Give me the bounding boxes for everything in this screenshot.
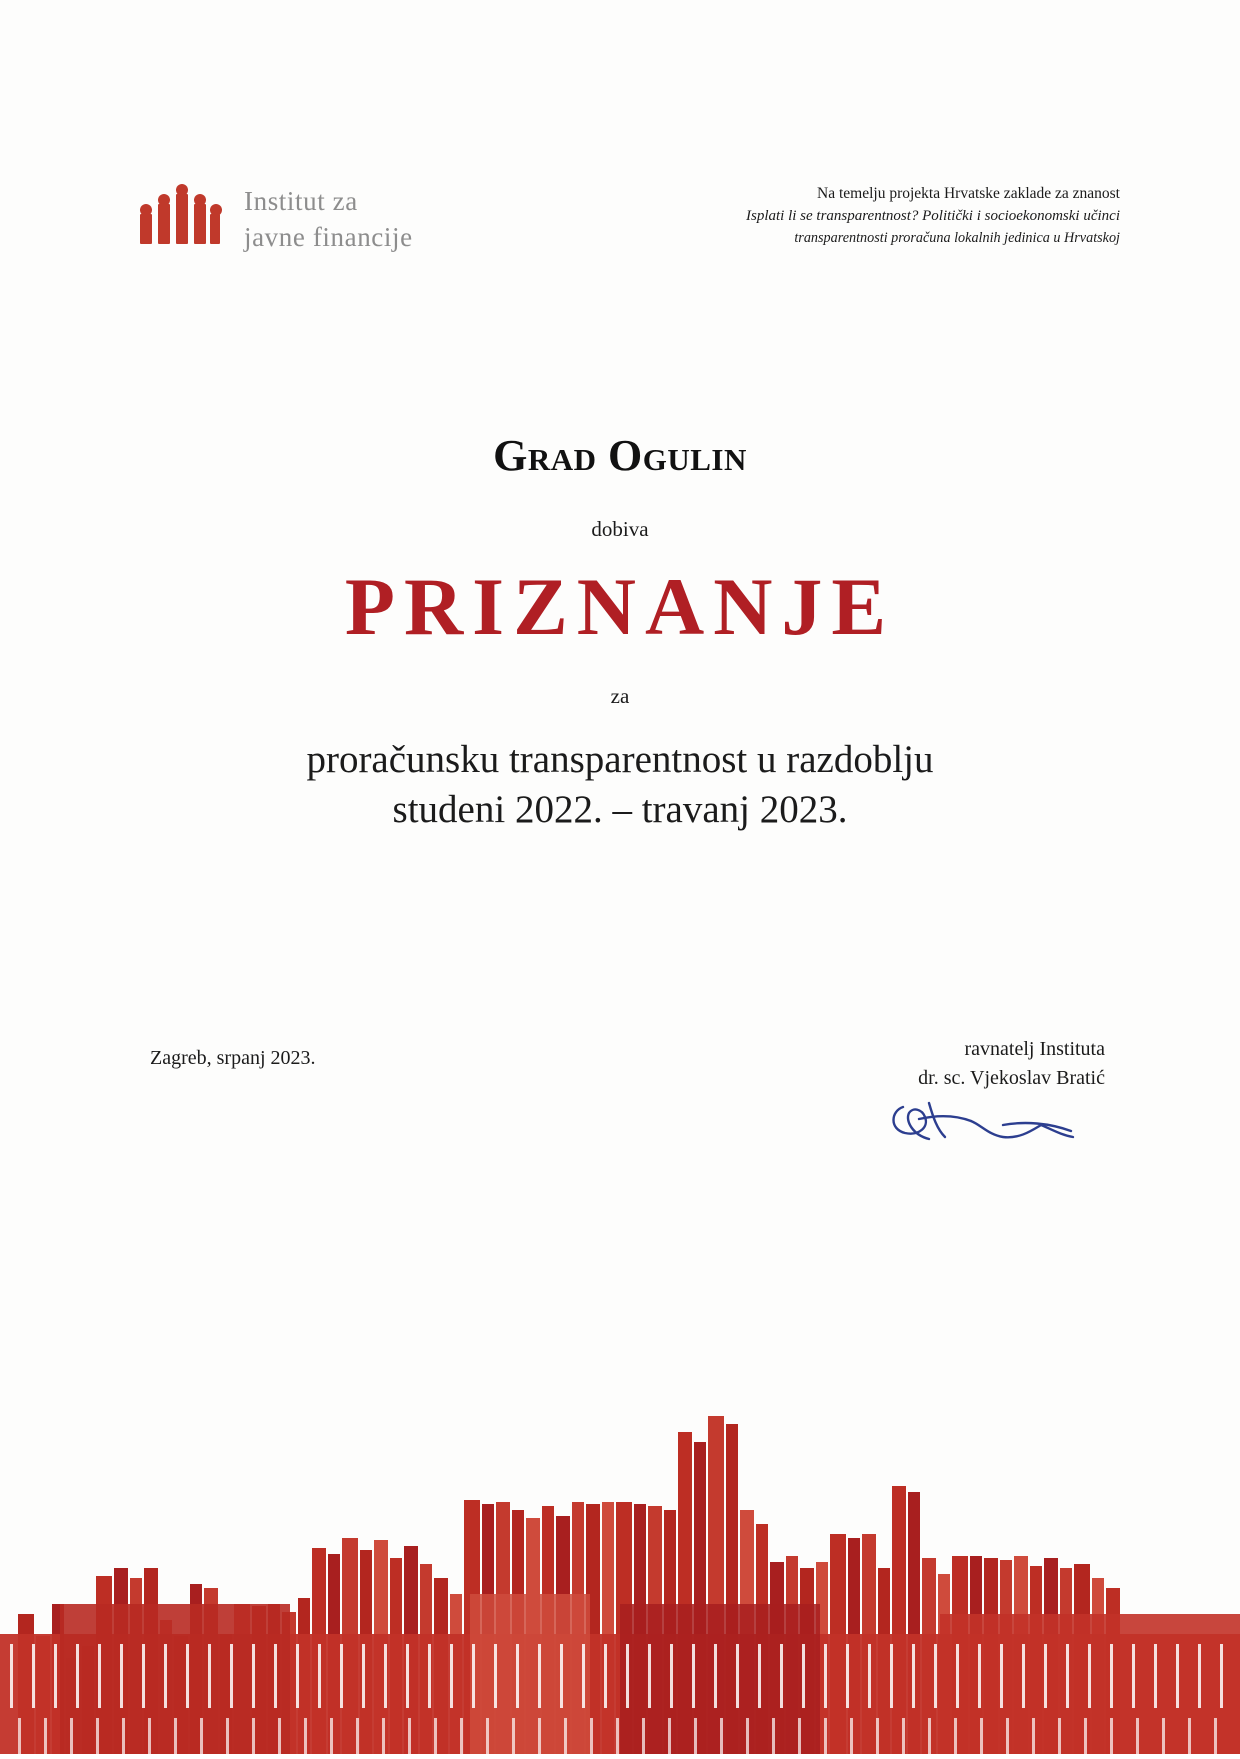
award-title: PRIZNANJE [344, 561, 896, 652]
signer-role: ravnatelj Instituta [964, 1038, 1105, 1060]
signer-block [885, 1035, 1105, 1151]
recipient-name: Grad Ogulin [493, 431, 747, 480]
signature-row [150, 1035, 1105, 1151]
signer-name: dr. sc. Vjekoslav Bratić [918, 1067, 1105, 1089]
institute-name-line1: Institut za [244, 186, 358, 216]
certificate-body [0, 430, 1240, 835]
handwritten-signature-icon [885, 1095, 1105, 1151]
red-bar-skyline-graphic [0, 1294, 1240, 1754]
institute-brand [140, 182, 413, 255]
institute-name [244, 182, 413, 255]
connector-text-for: za [610, 684, 630, 709]
award-purpose [0, 735, 1240, 835]
project-note-line2: Isplati li se transparentnost? Politički i socioekonomski učinci [746, 208, 1120, 225]
connector-text-receives: dobiva [591, 517, 649, 541]
institute-name-line2: javne financije [244, 221, 413, 252]
award-purpose-line2: studeni 2022. – travanj 2023. [392, 788, 848, 831]
place-and-date: Zagreb, srpanj 2023. [150, 1047, 316, 1069]
project-reference-note [746, 182, 1120, 249]
project-note-line1: Na temelju projekta Hrvatske zaklade za znanost [817, 185, 1120, 202]
project-note-line3: transparentnosti proračuna lokalnih jedinica u Hrvatskoj [794, 229, 1120, 246]
award-purpose-line1: proračunsku transparentnost u razdoblju [306, 738, 934, 782]
certificate-header [140, 182, 1120, 255]
institute-bars-logo [140, 182, 222, 244]
